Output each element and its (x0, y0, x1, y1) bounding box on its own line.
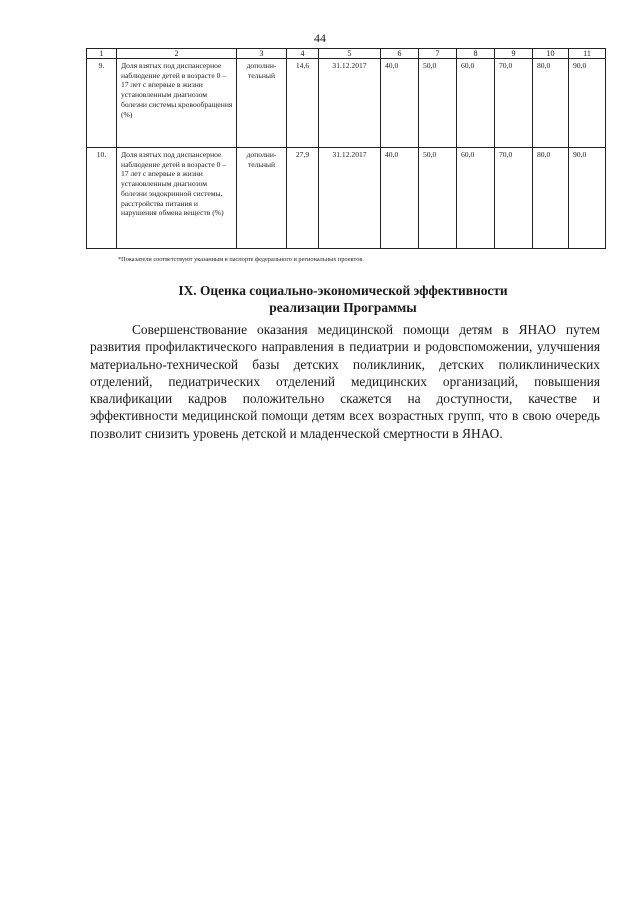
target-value: 90,0 (569, 59, 606, 148)
header-row (87, 49, 606, 59)
column-header: 5 (319, 49, 381, 59)
page-number: 44 (314, 31, 326, 45)
target-value: 40,0 (381, 59, 419, 148)
table-row (87, 59, 606, 148)
column-header: 11 (569, 49, 606, 59)
target-value: 90,0 (569, 148, 606, 249)
indicator-type: дополни-тельный (237, 59, 287, 148)
target-value: 60,0 (457, 59, 495, 148)
indicator-name: Доля взятых под диспансерное наблюдение детей в возрасте 0 – 17 лет с впервые в жизни установленным диагнозом болезни эндокринной системы, расстройства питания и нарушения обмена веществ (%) (117, 148, 237, 249)
target-value: 80,0 (533, 59, 569, 148)
target-value: 70,0 (495, 59, 533, 148)
column-header: 6 (381, 49, 419, 59)
section-heading-line: реализации Программы (269, 300, 417, 315)
section-heading (90, 282, 596, 316)
indicator-name: Доля взятых под диспансерное наблюдение детей в возрасте 0 – 17 лет с впервые в жизни установленным диагнозом болезни системы кровообращения (%) (117, 59, 237, 148)
column-header: 9 (495, 49, 533, 59)
base-date: 31.12.2017 (319, 148, 381, 249)
column-header: 10 (533, 49, 569, 59)
section-paragraph: Совершенствование оказания медицинской помощи детям в ЯНАО путем развития профилактического направления в педиатрии и родовспоможении, улучшения материально-технической базы детских поликлиник, детских поликлинических отделений, педиатрических отделений медицинских организаций, повышения квалификации кадров положительно скажется на доступности, качестве и эффективности медицинской помощи детям всех возрастных групп, что в свою очередь позволит снизить уровень детской и младенческой смертности в ЯНАО. (90, 322, 600, 441)
indicator-type: дополни-тельный (237, 148, 287, 249)
column-header: 3 (237, 49, 287, 59)
base-value: 14,6 (287, 59, 319, 148)
base-date: 31.12.2017 (319, 59, 381, 148)
target-value: 40,0 (381, 148, 419, 249)
column-header: 2 (117, 49, 237, 59)
column-header: 8 (457, 49, 495, 59)
section-heading-line: IX. Оценка социально-экономической эффективности (178, 283, 508, 298)
table-row (87, 148, 606, 249)
column-header: 7 (419, 49, 457, 59)
footnote: *Показатели соответствуют указанным в паспорте федерального и региональных проектов. (118, 256, 364, 263)
column-header: 4 (287, 49, 319, 59)
target-value: 50,0 (419, 59, 457, 148)
row-number: 10. (87, 148, 117, 249)
base-value: 27,9 (287, 148, 319, 249)
target-value: 80,0 (533, 148, 569, 249)
target-value: 70,0 (495, 148, 533, 249)
indicators-table (86, 48, 606, 249)
target-value: 60,0 (457, 148, 495, 249)
column-header: 1 (87, 49, 117, 59)
target-value: 50,0 (419, 148, 457, 249)
row-number: 9. (87, 59, 117, 148)
